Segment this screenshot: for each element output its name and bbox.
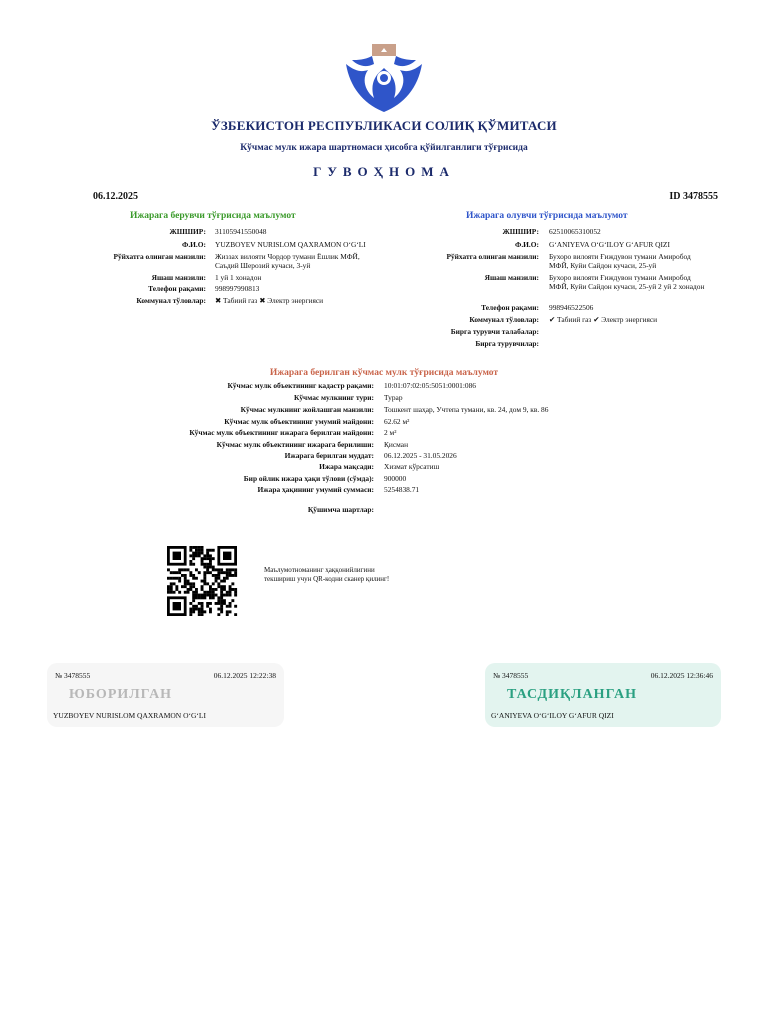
lessor-utilities-label: Коммунал тўловлар: [136,296,206,305]
property-rental-mode-value: Қисман [384,440,409,449]
lessor-residence-value: 1 уй 1 хонадон [215,273,262,282]
sent-stamp [47,663,284,727]
property-rented-area-value: 2 м² [384,428,397,437]
lessee-registered-address-label: Рўйхатга олинган манзили: [446,252,539,261]
lessor-fio-label: Ф.И.О: [181,240,206,249]
lessee-fio-label: Ф.И.О: [514,240,539,249]
property-total-rent-value: 5254838.71 [384,485,420,494]
lessor-phone-label: Телефон рақами: [148,284,206,293]
confirmed-stamp-number: № 3478555 [493,671,529,680]
lessee-section-title: Ижарага олувчи тўғрисида маълумот [466,211,628,221]
confirmed-stamp-status: ТАСДИҚЛАНГАН [507,687,637,702]
sent-stamp-number: № 3478555 [55,671,91,680]
property-type-label: Кўчмас мулкнинг тури: [293,393,374,402]
property-total-area-value: 62.62 м² [384,417,410,426]
lessee-utilities-label: Коммунал тўловлар: [469,315,539,324]
property-extra-terms-label: Қўшимча шартлар: [307,505,374,514]
qr-caption: Маълумотномaнинг ҳаққонийлигини текшириш учун QR-кодни сканер қилинг! [264,566,390,583]
property-period-label: Ижарага берилган муддат: [284,451,374,460]
property-address-label: Кўчмас мулкнинг жойлашган манзили: [240,405,374,414]
property-period-value: 06.12.2025 - 31.05.2026 [384,451,457,460]
verification-qr-code[interactable] [165,546,239,616]
lessee-registered-address-value: Бухоро вилояти Ғиждувон тумани Амиробод МФЙ, Куйи Сайдон кучаси, 25-уй [549,252,691,270]
lessee-utilities-value: ✔ Табиий газ ✔ Электр энергияси [549,315,658,324]
tax-committee-emblem-icon [344,42,424,114]
lessor-fio-value: YUZBOYEV NURISLOM QAXRAMON O‘G‘LI [215,240,366,249]
sent-stamp-status: ЮБОРИЛГАН [69,687,173,702]
property-total-rent-label: Ижара ҳақининг умумий суммаси: [257,485,374,494]
lessee-students-label: Бирга турувчи талабалар: [450,327,539,336]
property-monthly-rent-value: 900000 [384,474,407,483]
property-cadastre-value: 10:01:07:02:05:5051:0001:086 [384,381,476,390]
property-rental-mode-label: Кўчмас мулк объектининг ижарага берилиши: [216,440,374,449]
confirmed-stamp [485,663,721,727]
document-id: ID 3478555 [669,191,718,202]
lessee-phone-label: Телефон рақами: [481,303,539,312]
property-cadastre-label: Кўчмас мулк объектининг кадастр рақами: [227,381,374,390]
confirmed-stamp-name: G‘ANIYEVA O‘G‘ILOY G‘AFUR QIZI [491,711,614,720]
lessor-section-title: Ижарага берувчи тўғрисида маълумот [130,211,296,221]
document-subtitle: Кўчмас мулк ижара шартномаси ҳисобга қўйилганлиги тўғрисида [240,143,528,153]
lessee-pinfl-label: ЖШШИР: [502,227,539,236]
lessee-residence-label: Яшаш манзили: [484,273,539,282]
lessor-pinfl-label: ЖШШИР: [169,227,206,236]
document-date: 06.12.2025 [93,191,138,202]
lessee-fio-value: G‘ANIYEVA O‘G‘ILOY G‘AFUR QIZI [549,240,670,249]
property-type-value: Турар [384,393,403,402]
lessor-phone-value: 998997990813 [215,284,260,293]
lessor-registered-address-label: Рўйхатга олинган манзили: [113,252,206,261]
property-purpose-value: Хизмат кўрсатиш [384,462,440,471]
property-section-title: Ижарага берилган кўчмас мулк тўғрисида маълумот [269,368,499,378]
sent-stamp-name: YUZBOYEV NURISLOM QAXRAMON O‘G‘LI [53,711,206,720]
property-rented-area-label: Кўчмас мулк объектининг ижарага берилган майдони: [189,428,374,437]
lessee-pinfl-value: 62510065310052 [549,227,601,236]
lessor-utilities-value: ✖ Табиий газ ✖ Электр энергияси [215,296,324,305]
organization-name: ЎЗБЕКИСТОН РЕСПУБЛИКАСИ СОЛИҚ ҚЎМИТАСИ [211,118,557,133]
lessee-cohabitants-label: Бирга турувчилар: [475,339,539,348]
property-purpose-label: Ижара мақсади: [319,462,374,471]
lessor-pinfl-value: 31105941550048 [215,227,267,236]
property-monthly-rent-label: Бир ойлик ижара ҳақи тўлови (сўмда): [243,474,374,483]
property-address-value: Тошкент шаҳар, Учтепа тумани, кв. 24, дом 9, кв. 86 [384,405,549,414]
confirmed-stamp-datetime: 06.12.2025 12:36:46 [650,671,713,680]
lessee-phone-value: 998946522506 [549,303,594,312]
lessor-registered-address-value: Жиззах вилояти Чордор тумани Ёшлик МФЙ, Саъдий Шерозий кучаси, 3-уй [215,252,360,270]
sent-stamp-datetime: 06.12.2025 12:22:38 [213,671,276,680]
property-total-area-label: Кўчмас мулк объектининг умумий майдони: [224,417,374,426]
lessor-residence-label: Яшаш манзили: [151,273,206,282]
lessee-residence-value: Бухоро вилояти Ғиждувон тумани Амиробод МФЙ, Куйи Сайдон кучаси, 25-уй 2 уй 2 хонадон [549,273,705,291]
document-heading: ГУВОҲНОМА [313,164,455,179]
